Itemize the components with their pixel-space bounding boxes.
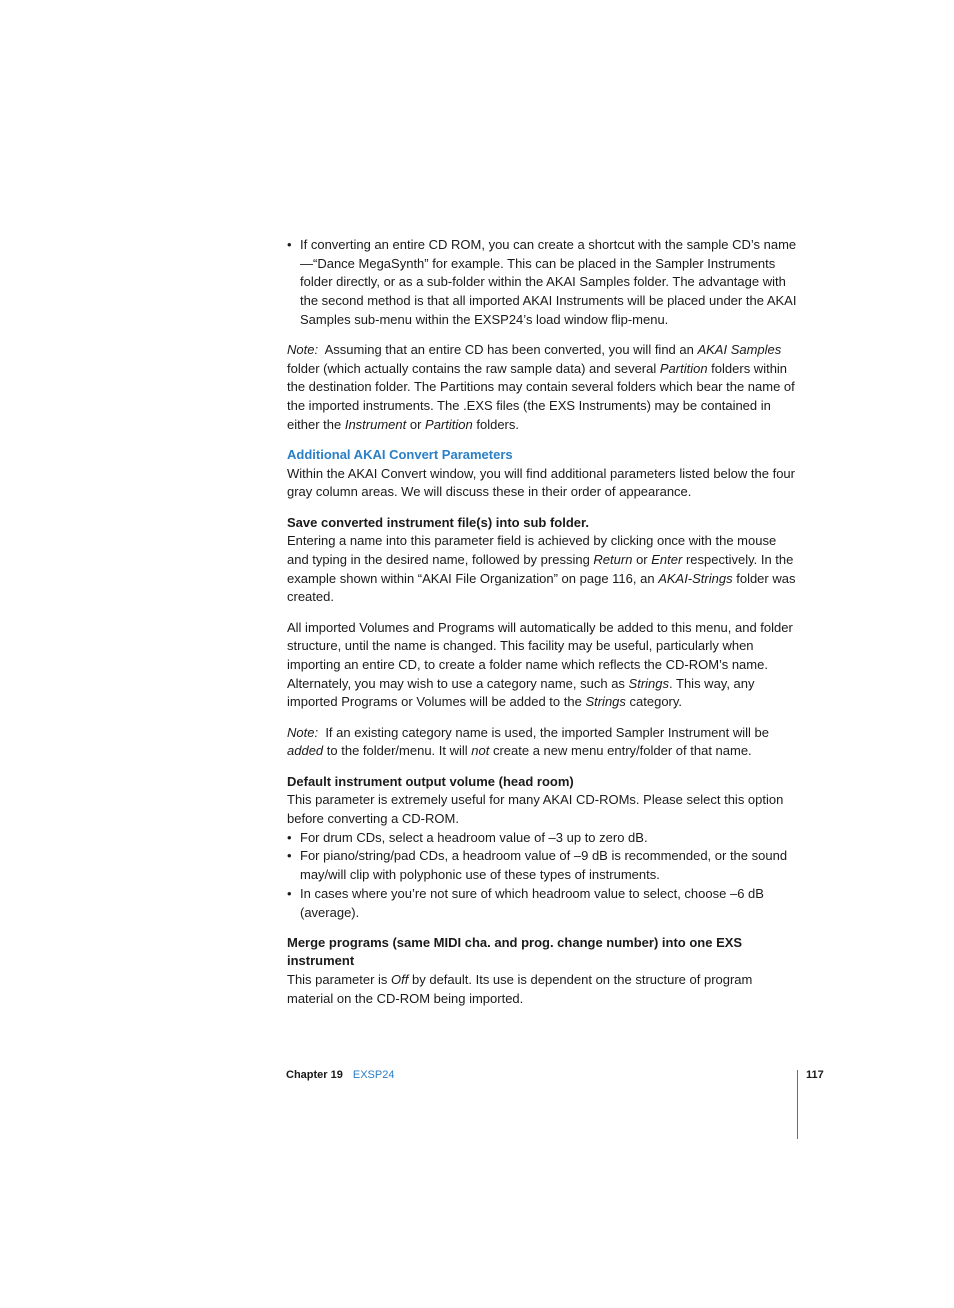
italic-run: added	[287, 743, 324, 759]
italic-run: Off	[391, 972, 409, 988]
italic-run: not	[471, 743, 490, 759]
list-item: • For piano/string/pad CDs, a headroom value of –9 dB is recommended, or the sound may/will clip with polyphonic use of these types of instruments.	[287, 847, 797, 884]
subsection-heading: Merge programs (same MIDI cha. and prog. change number) into one EXS instrument	[287, 934, 743, 969]
body-paragraph	[287, 532, 797, 607]
text-run: by default. Its use is dependent on the structure of program material on the CD-ROM being imported.	[287, 972, 753, 1006]
text-run: respectively. In the example shown within “AKAI File Organization” on page 116, an	[287, 552, 794, 586]
footer-rule	[797, 1070, 798, 1139]
text-run: to the folder/menu. It will	[323, 743, 472, 759]
text-run: This parameter is	[287, 972, 392, 988]
text-run: Entering a name into this parameter field is achieved by clicking once with the mouse and typing in the desired name, followed by pressing	[287, 533, 777, 568]
text-run: category.	[625, 694, 683, 710]
italic-run: Partition	[425, 416, 473, 432]
text-run: Assuming that an entire CD has been converted, you will find an	[324, 342, 698, 358]
note-paragraph	[287, 724, 797, 761]
text-run: All imported Volumes and Programs will automatically be added to this menu, and folder structure, until the name is changed. This facility may be useful, particularly when importing an entire CD, to create a folder name which reflects the CD-ROM’s name. Alternately, you may wish to use a category name, such as	[287, 619, 793, 691]
text-run: folder was created.	[287, 570, 796, 605]
page-number: 117	[806, 1069, 824, 1081]
note-paragraph	[287, 341, 797, 435]
italic-run: Strings	[628, 675, 670, 691]
text-run: folders.	[472, 416, 519, 432]
body-paragraph: This parameter is extremely useful for many AKAI CD-ROMs. Please select this option before converting a CD-ROM.	[287, 792, 784, 826]
italic-run: Return	[593, 552, 633, 568]
text-run: folders within the destination folder. The Partitions may contain several folders which bear the name of the imported instruments. The .EXS files (the EXS Instruments) may be contained in either the	[287, 360, 795, 432]
text-run: create a new menu entry/folder of that name.	[489, 743, 752, 759]
page-footer	[286, 1069, 394, 1081]
chapter-name: EXSP24	[352, 1069, 395, 1081]
section-heading: Additional AKAI Convert Parameters	[287, 447, 513, 463]
italic-run: AKAI Samples	[697, 342, 782, 358]
text-run: folder (which actually contains the raw sample data) and several	[287, 360, 660, 376]
italic-run: Enter	[651, 552, 683, 568]
page-body	[287, 236, 797, 1009]
text-run: If an existing category name is used, the imported Sampler Instrument will be	[325, 724, 769, 740]
italic-run: Partition	[659, 360, 708, 376]
body-paragraph	[287, 619, 797, 713]
italic-run: Instrument	[344, 416, 407, 432]
body-paragraph	[287, 971, 797, 1008]
note-label: Note:	[287, 724, 319, 740]
headroom-bullet-list	[287, 829, 797, 923]
italic-run: Strings	[585, 694, 626, 710]
text-run: . This way, any imported Programs or Volumes will be added to the	[287, 675, 755, 710]
text-run: or	[632, 552, 652, 568]
subsection-heading: Save converted instrument file(s) into sub folder.	[287, 514, 589, 530]
bullet-list-top	[287, 236, 797, 330]
list-item: • If converting an entire CD ROM, you can create a shortcut with the sample CD’s name—“Dance MegaSynth” for example. This can be placed in the Sampler Instruments folder directly, or as a sub-folder within the AKAI Samples folder. The advantage with the second method is that all imported AKAI Instruments will be placed under the AKAI Samples sub-menu within the EXSP24’s load window flip-menu.	[287, 236, 797, 330]
chapter-label: Chapter 19	[286, 1069, 343, 1081]
text-run: or	[406, 416, 426, 432]
list-item: • For drum CDs, select a headroom value of –3 up to zero dB.	[287, 829, 797, 848]
list-item: • In cases where you’re not sure of which headroom value to select, choose –6 dB (average).	[287, 885, 797, 922]
section-intro: Within the AKAI Convert window, you will find additional parameters listed below the four gray column areas. We will discuss these in their order of appearance.	[287, 465, 795, 500]
italic-run: AKAI-Strings	[658, 570, 733, 586]
note-label: Note:	[287, 342, 319, 358]
subsection-heading: Default instrument output volume (head room)	[287, 773, 574, 789]
